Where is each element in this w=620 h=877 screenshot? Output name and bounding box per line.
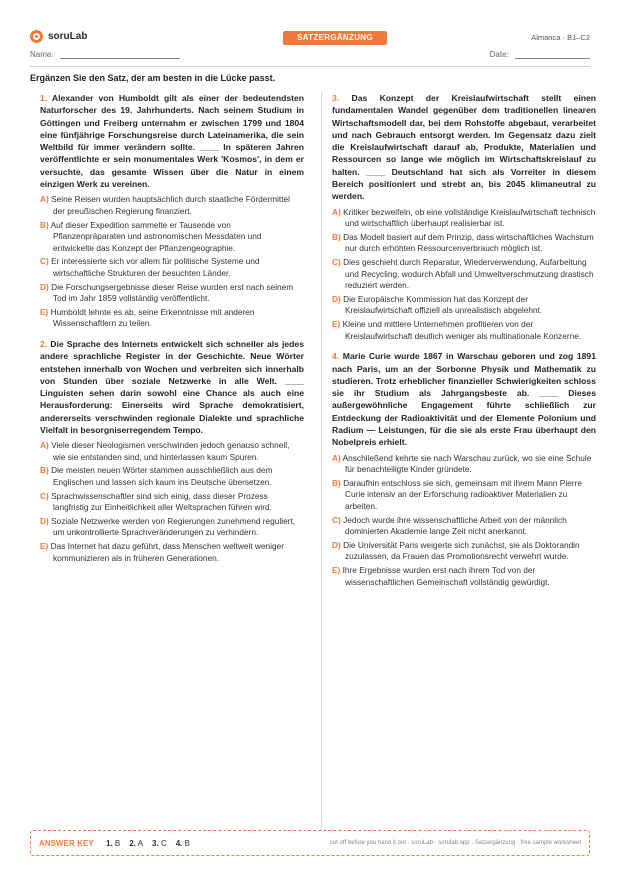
answer-options xyxy=(332,207,596,343)
option-letter: B) xyxy=(40,219,49,230)
option-text: Die Forschungsergebnisse dieser Reise wurden erst nach seinem Tod im Jahr 1859 vollständig veröffentlicht. xyxy=(51,281,294,304)
question xyxy=(40,92,304,330)
question-stem xyxy=(40,92,304,190)
answer-option[interactable] xyxy=(332,478,596,513)
answer-key xyxy=(30,830,590,856)
option-letter: B) xyxy=(332,477,341,488)
option-text: Er interessierte sich vor allem für politische Systeme und wirtschaftliche Strukturen der besuchten Länder. xyxy=(51,256,260,278)
option-text: Seine Reisen wurden hauptsächlich durch staatliche Fördermittel der preußischen Regierung finanziert. xyxy=(51,194,290,216)
option-letter: D) xyxy=(40,281,49,292)
student-meta xyxy=(30,50,590,62)
option-letter: C) xyxy=(40,256,49,267)
option-text: Die Universität Paris weigerte sich zunächst, sie als Doktorandin zuzulassen, da Frauen das Promotionsrecht verwehrt wurde. xyxy=(343,539,580,562)
option-letter: E) xyxy=(332,319,341,330)
answer-key-item: 4. B xyxy=(175,839,190,848)
option-letter: A) xyxy=(332,206,341,217)
brand-logo xyxy=(30,30,87,43)
answer-option[interactable] xyxy=(40,256,304,279)
brand-logo-icon xyxy=(30,30,43,43)
option-letter: A) xyxy=(40,440,49,451)
answer-options xyxy=(40,440,304,564)
answer-option[interactable] xyxy=(332,515,596,538)
answer-option[interactable] xyxy=(40,282,304,305)
date-line xyxy=(515,50,590,59)
question-text: Alexander von Humboldt gilt als einer der bedeutendsten Naturforscher des 19. Jahrhunderts. Nach seinem Studium in Göttingen und Freiberg unternahm er zwischen 1799 und 1804 eine fünfjährige Forschungsreise durch Lateinamerika, die sein Weltbild für immer verändern sollte. ____ In späteren Jahren veröffentlichte er sein monumentales Werk 'Kosmos', in dem er versuchte, das gesamte Wissen über die Natur in einem einzigen Werk zu vereinen. xyxy=(40,93,304,190)
answer-option[interactable] xyxy=(332,453,596,476)
question-number: 1. xyxy=(40,93,48,103)
question-number: 4. xyxy=(332,351,340,362)
option-letter: C) xyxy=(40,490,49,501)
option-letter: C) xyxy=(332,514,341,525)
option-letter: D) xyxy=(332,293,341,304)
question xyxy=(332,350,596,588)
option-text: Anschließend kehrte sie nach Warschau zurück, wo sie eine Schule für benachteiligte Kinder gründete. xyxy=(342,452,592,475)
answer-key-items xyxy=(106,839,190,848)
option-text: Jedoch wurde ihre wissenschaftliche Arbeit von der männlich dominierten Akademie lange Zeit nicht anerkannt. xyxy=(343,514,567,537)
answer-key-item: 2. A xyxy=(129,839,144,848)
option-text: Die meisten neuen Wörter stammen ausschließlich aus dem Englischen und lassen sich kaum ins Deutsche übersetzen. xyxy=(51,465,273,488)
name-label: Name: xyxy=(30,50,54,59)
level-label: Almanca · B1–C2 xyxy=(531,33,590,42)
date-label: Date: xyxy=(489,50,509,59)
option-text: Ihre Ergebnisse wurden erst nach ihrem Tod von der wissenschaftlichen Gemeinschaft vollständig gewürdigt. xyxy=(342,564,550,587)
answer-option[interactable] xyxy=(332,232,596,255)
option-text: Das Modell basiert auf dem Prinzip, dass wirtschaftliches Wachstum nur durch erhöhten Ressourcenverbrauch möglich ist. xyxy=(343,231,594,254)
answer-key-item: 3. C xyxy=(152,839,167,848)
answer-option[interactable] xyxy=(332,319,596,342)
answer-option[interactable] xyxy=(40,220,304,255)
instruction: Ergänzen Sie den Satz, der am besten in die Lücke passt. xyxy=(30,73,276,83)
answer-option[interactable] xyxy=(332,565,596,588)
option-letter: B) xyxy=(40,465,49,476)
name-field[interactable] xyxy=(30,50,180,59)
question-text: Die Sprache des Internets entwickelt sich schneller als jedes andere sprachliche Register in der Geschichte. Neue Wörter entstehen innerhalb von Wochen und verbreiten sich innerhalb von Stunden über soziale Netzwerke in alle Welt. ____ Linguisten sehen darin sowohl eine Chance als auch eine Herausforderung: Einerseits wird Sprache demokratisiert, andererseits verschwinden regionale Dialekte und sprachliche Vielfalt in besorgniserregendem Tempo. xyxy=(40,338,304,435)
answer-key-note: cut off before you hand it out · soruLab · sorulab.app · Satzergänzung · free sample worksheet xyxy=(329,840,581,846)
option-text: Dies geschieht durch Reparatur, Wiederverwendung, Aufarbeitung und Recycling, wodurch Abfall und Umweltverschmutzung drastisch reduziert werden. xyxy=(343,257,594,291)
worksheet-header xyxy=(30,30,590,46)
answer-option[interactable] xyxy=(332,207,596,230)
question-stem xyxy=(40,338,304,436)
header-divider xyxy=(30,66,590,67)
option-text: Die Europäische Kommission hat das Konzept der Kreislaufwirtschaft offiziell als unrealistisch abgelehnt. xyxy=(343,293,543,316)
answer-key-label: ANSWER KEY xyxy=(39,839,94,848)
answer-options xyxy=(332,453,596,589)
option-text: Kleine und mittlere Unternehmen profitieren von der Kreislaufwirtschaft deutlich weniger als multinationale Konzerne. xyxy=(342,319,582,341)
answer-option[interactable] xyxy=(40,307,304,330)
answer-option[interactable] xyxy=(332,294,596,317)
option-text: Das Internet hat dazu geführt, dass Menschen weltweit weniger kommunizieren als in früheren Generationen. xyxy=(50,541,284,563)
question-stem xyxy=(332,350,596,448)
option-text: Humboldt lehnte es ab, seine Erkenntnisse mit anderen Wissenschaftlern zu teilen. xyxy=(50,306,255,329)
question xyxy=(40,338,304,564)
answer-options xyxy=(40,194,304,330)
question xyxy=(332,92,596,342)
task-type-badge: SATZERGÄNZUNG xyxy=(283,31,387,45)
option-letter: B) xyxy=(332,231,341,242)
option-letter: A) xyxy=(40,194,49,205)
left-column xyxy=(40,92,304,572)
option-text: Soziale Netzwerke werden von Regierungen zunehmend reguliert, um unkontrollierte Sprachveränderungen zu verhindern. xyxy=(51,515,296,538)
option-letter: E) xyxy=(332,564,341,575)
column-divider xyxy=(321,92,322,830)
name-line xyxy=(60,50,180,59)
answer-option[interactable] xyxy=(40,541,304,564)
question-text: Marie Curie wurde 1867 in Warschau geboren und zog 1891 nach Paris, um an der Sorbonne Physik und Mathematik zu studieren. Trotz erheblicher finanzieller Schwierigkeiten schloss sie ihr Studium als Jahrgangsbeste ab. ____ Dieses außergewöhnliche Engagement führte schließlich zur Entdeckung der Radioaktivität und der Elemente Polonium und Radium — Leistungen, für die sie als erste Frau überhaupt den Nobelpreis erhielt. xyxy=(332,351,596,448)
answer-option[interactable] xyxy=(40,491,304,514)
question-stem xyxy=(332,92,596,203)
option-letter: E) xyxy=(40,541,49,552)
option-letter: D) xyxy=(40,515,49,526)
option-text: Kritiker bezweifeln, ob eine vollständige Kreislaufwirtschaft technisch und wirtschaftlich überhaupt realisierbar ist. xyxy=(343,206,596,229)
brand-name: soruLab xyxy=(48,31,88,42)
answer-key-item: 1. B xyxy=(106,839,121,848)
option-letter: D) xyxy=(332,539,341,550)
right-column xyxy=(332,92,596,596)
date-field[interactable] xyxy=(490,50,590,59)
answer-option[interactable] xyxy=(40,194,304,217)
option-text: Daraufhin entschloss sie sich, gemeinsam mit ihrem Mann Pierre Curie intensiv an der Erforschung radioaktiver Materialien zu arbeiten. xyxy=(343,477,582,511)
option-letter: A) xyxy=(332,452,341,463)
option-letter: E) xyxy=(40,306,49,317)
answer-option[interactable] xyxy=(40,516,304,539)
question-number: 2. xyxy=(40,338,48,349)
option-text: Auf dieser Expedition sammelte er Tausende von Pflanzenpräparaten und astronomischen Messdaten und entwickelte das Konzept der Pflanzengeographie. xyxy=(50,219,262,253)
option-text: Sprachwissenschaftler sind sich einig, dass dieser Prozess langfristig zur Einheitlichkeit aller Weltsprachen führen wird. xyxy=(51,490,272,513)
answer-option[interactable] xyxy=(40,465,304,488)
question-number: 3. xyxy=(332,93,340,103)
answer-option[interactable] xyxy=(332,540,596,563)
option-letter: C) xyxy=(332,257,341,268)
answer-option[interactable] xyxy=(332,257,596,292)
option-text: Viele dieser Neologismen verschwinden jedoch genauso schnell, wie sie entstanden sind, und hinterlassen kaum Spuren. xyxy=(51,440,290,462)
answer-option[interactable] xyxy=(40,440,304,463)
question-text: Das Konzept der Kreislaufwirtschaft stellt einen fundamentalen Wandel gegenüber dem traditionellen linearen Wirtschaftsmodell dar, bei dem Rohstoffe abgebaut, verarbeitet und nach Gebrauch entsorgt werden. Im Gegensatz dazu zielt die Kreislaufwirtschaft darauf ab, Produkte, Materialien und Ressourcen so lange wie möglich im Wirtschaftskreislauf zu halten. ____ Deutschland hat sich als Vorreiter in diesem Bereich positioniert und strebt an, bis 2045 klimaneutral zu werden. xyxy=(332,93,596,202)
